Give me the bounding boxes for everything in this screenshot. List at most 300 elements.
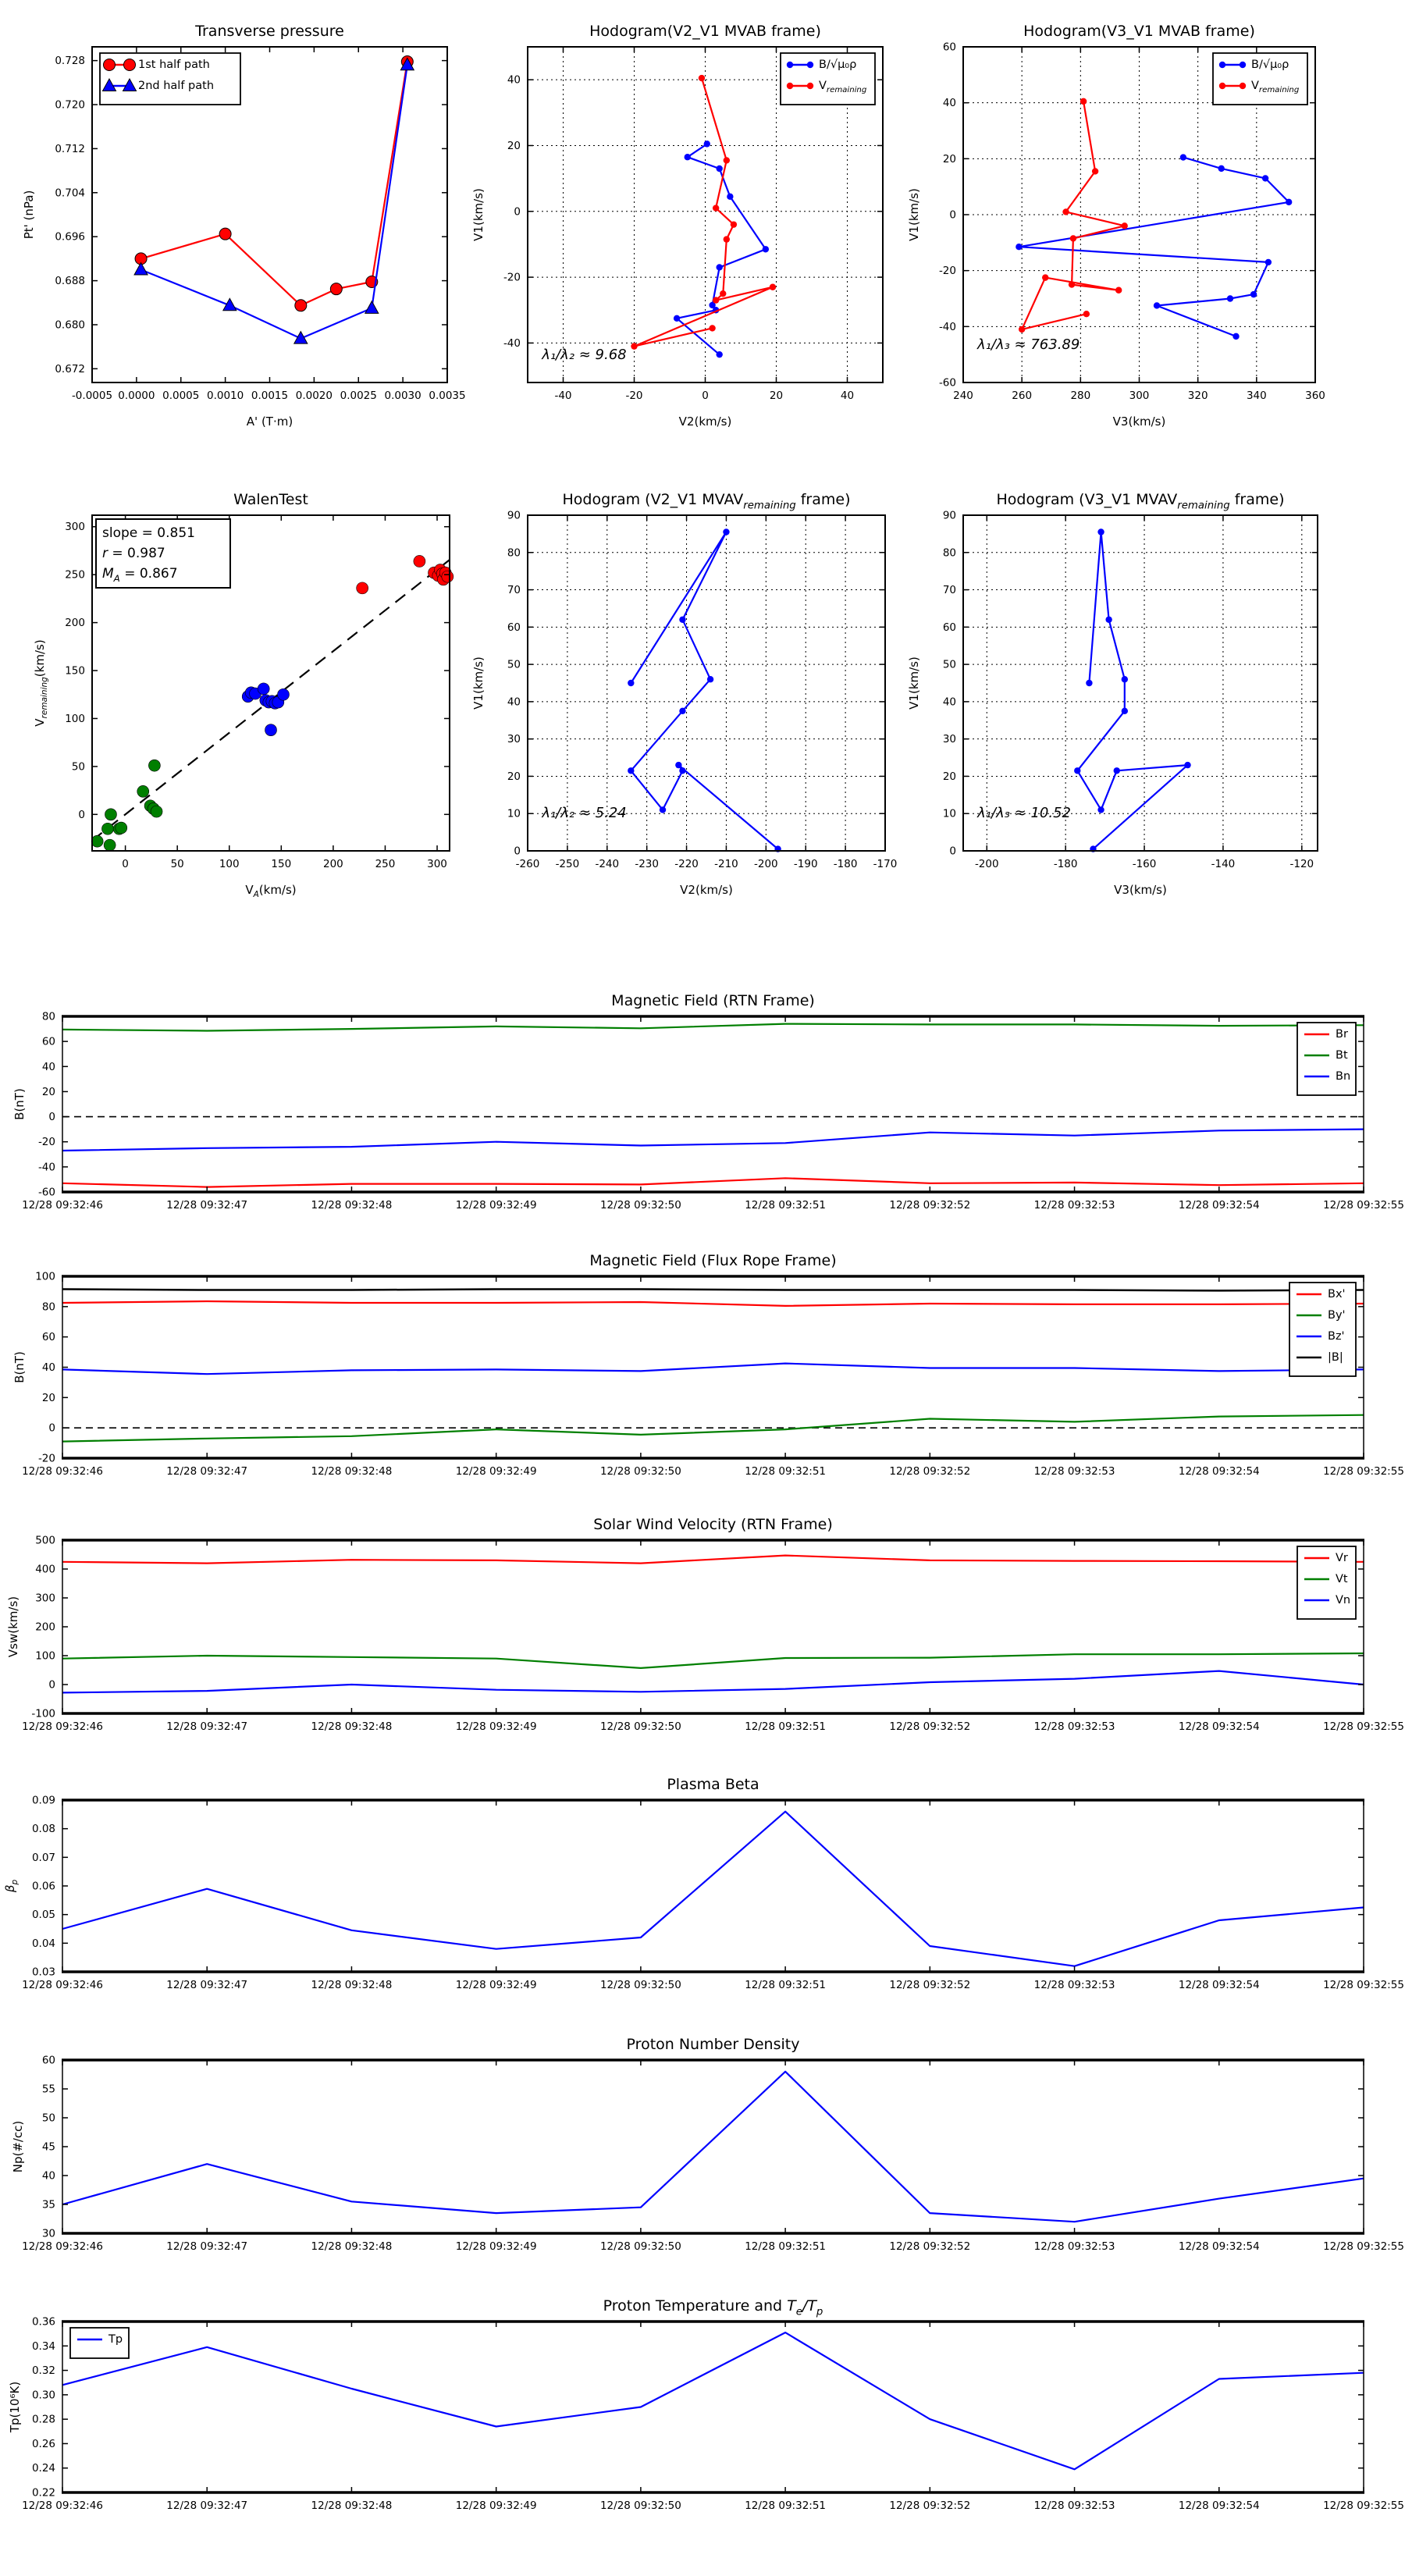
y-axis-label: Np(#/cc)	[11, 2120, 25, 2173]
x-tick-label: 12/28 09:32:48	[311, 2500, 393, 2512]
legend	[70, 2328, 129, 2358]
data-point	[1083, 311, 1090, 317]
x-tick-label: 0	[122, 858, 129, 870]
x-tick-label: 12/28 09:32:49	[455, 2500, 537, 2512]
data-point	[1114, 767, 1120, 774]
data-point	[1122, 222, 1128, 229]
magnetic-field-flux-rope-chart	[12, 1252, 1404, 1478]
y-tick-label: -20	[37, 1136, 55, 1149]
x-tick-label: 12/28 09:32:48	[311, 1199, 393, 1212]
data-point	[713, 297, 719, 303]
data-point	[628, 767, 634, 774]
data-point	[631, 343, 637, 349]
x-tick-label: 12/28 09:32:48	[311, 1720, 393, 1733]
x-axis-label: V2(km/s)	[680, 883, 733, 897]
y-tick-label: 40	[507, 696, 521, 709]
series-bz-	[62, 1364, 1364, 1375]
data-point	[1062, 208, 1069, 215]
y-tick-label: 0	[949, 208, 956, 222]
y-tick-label: 0.06	[31, 1880, 55, 1893]
y-tick-label: 0.04	[31, 1937, 55, 1950]
y-tick-label: 100	[35, 1270, 55, 1283]
data-point	[137, 785, 149, 797]
x-tick-label: -180	[833, 858, 858, 870]
data-point	[414, 555, 425, 567]
y-tick-label: 100	[65, 712, 85, 725]
x-tick-label: 280	[1070, 390, 1091, 402]
legend	[1213, 53, 1307, 105]
y-tick-label: 30	[507, 733, 521, 746]
y-tick-label: 80	[41, 1010, 55, 1023]
x-axis-label: V2(km/s)	[678, 415, 732, 429]
x-axis-label: A' (T·m)	[246, 415, 293, 429]
x-tick-label: 12/28 09:32:54	[1178, 2500, 1260, 2512]
data-point	[807, 83, 813, 89]
x-tick-label: 12/28 09:32:47	[166, 1720, 248, 1733]
x-tick-label: 12/28 09:32:47	[166, 2500, 248, 2512]
x-tick-label: 12/28 09:32:54	[1178, 1720, 1260, 1733]
data-point	[807, 62, 813, 68]
data-point	[1219, 83, 1225, 89]
x-tick-label: -200	[754, 858, 778, 870]
data-point	[770, 284, 776, 290]
y-axis-label: V1(km/s)	[907, 188, 921, 241]
data-point	[1080, 98, 1087, 105]
data-point	[709, 325, 715, 331]
y-tick-label: 30	[41, 2227, 55, 2240]
x-tick-label: 250	[375, 858, 396, 870]
data-point	[357, 582, 368, 594]
y-tick-label: 0.30	[31, 2389, 55, 2402]
annotation: λ₁/λ₃ ≈ 10.52	[977, 805, 1072, 821]
x-tick-label: 12/28 09:32:46	[22, 2240, 103, 2253]
y-tick-label: 20	[41, 1085, 55, 1098]
y-tick-label: 20	[507, 139, 521, 152]
data-point	[1097, 528, 1104, 535]
x-tick-label: 12/28 09:32:55	[1323, 1720, 1404, 1733]
y-tick-label: 0	[48, 1421, 55, 1435]
series-v-path	[631, 532, 777, 849]
x-tick-label: -170	[873, 858, 898, 870]
y-tick-label: 0.688	[55, 275, 85, 288]
y-tick-label: 10	[942, 807, 956, 820]
data-point	[704, 141, 710, 147]
x-tick-label: -40	[554, 390, 572, 402]
y-tick-label: 50	[71, 760, 85, 774]
y-tick-label: 20	[507, 770, 521, 783]
x-tick-label: 12/28 09:32:52	[889, 1465, 971, 1478]
y-tick-label: 0.28	[31, 2413, 55, 2426]
x-tick-label: 320	[1187, 390, 1208, 402]
x-tick-label: 12/28 09:32:46	[22, 1720, 103, 1733]
stats-line: slope = 0.851	[102, 525, 195, 541]
x-tick-label: 12/28 09:32:53	[1033, 1979, 1115, 1991]
x-tick-label: -260	[515, 858, 540, 870]
y-tick-label: 150	[65, 664, 85, 678]
y-tick-label: 80	[507, 546, 521, 560]
series-vr	[62, 1556, 1364, 1564]
y-tick-label: -60	[938, 376, 956, 390]
data-point	[124, 59, 136, 71]
data-point	[116, 822, 127, 834]
x-axis-label: V3(km/s)	[1114, 883, 1167, 897]
x-tick-label: 12/28 09:32:54	[1178, 2240, 1260, 2253]
y-tick-label: 0.26	[31, 2437, 55, 2450]
y-tick-label: 0.672	[55, 362, 85, 375]
y-tick-label: -40	[503, 336, 521, 350]
data-point	[679, 767, 685, 774]
data-point	[277, 688, 289, 700]
y-tick-label: 0	[78, 808, 85, 821]
x-tick-label: -20	[625, 390, 643, 402]
x-tick-label: 0.0025	[340, 390, 377, 402]
y-tick-label: -40	[37, 1161, 55, 1174]
x-tick-label: 12/28 09:32:49	[455, 2240, 537, 2253]
x-tick-label: 12/28 09:32:50	[599, 1979, 681, 1991]
data-point	[717, 351, 723, 358]
y-tick-label: 0	[514, 205, 521, 219]
legend-label: $V_{remaining}$	[819, 80, 867, 95]
chart-title: Transverse pressure	[195, 23, 344, 40]
y-tick-label: 45	[41, 2140, 55, 2154]
y-tick-label: 70	[942, 584, 956, 597]
x-tick-label: 12/28 09:32:54	[1178, 1199, 1260, 1212]
x-tick-label: 40	[840, 390, 855, 402]
y-axis-label: $V_{remaining}(km/s)$	[33, 639, 50, 727]
transverse-pressure-chart	[22, 23, 466, 429]
data-point	[1069, 281, 1075, 287]
data-point	[1105, 617, 1112, 623]
y-tick-label: -60	[37, 1186, 55, 1199]
data-point	[674, 315, 680, 322]
legend-label: Vr	[1336, 1552, 1348, 1564]
y-axis-label: Tp(10⁶K)	[8, 2381, 22, 2433]
data-point	[727, 194, 733, 200]
y-tick-label: 0.22	[31, 2486, 55, 2500]
stats-line: r = 0.987	[102, 546, 165, 561]
x-tick-label: 12/28 09:32:53	[1033, 2240, 1115, 2253]
data-point	[1016, 244, 1022, 250]
data-point	[1227, 295, 1233, 301]
x-tick-label: -250	[555, 858, 580, 870]
y-tick-label: 10	[507, 807, 521, 820]
x-tick-label: 12/28 09:32:52	[889, 2240, 971, 2253]
hodogram-v2v1-mvab-chart	[471, 23, 884, 429]
x-axis-label: V3(km/s)	[1112, 415, 1166, 429]
x-tick-label: 12/28 09:32:50	[599, 2240, 681, 2253]
y-tick-label: 250	[65, 568, 85, 582]
y-tick-label: 0.704	[55, 187, 85, 200]
y-tick-label: 200	[35, 1621, 55, 1634]
chart-title: Magnetic Field (RTN Frame)	[611, 992, 815, 1009]
y-axis-label: V1(km/s)	[471, 188, 486, 241]
data-point	[294, 332, 308, 344]
y-tick-label: 35	[41, 2198, 55, 2211]
data-point	[442, 571, 454, 582]
y-tick-label: 20	[41, 1391, 55, 1404]
y-tick-label: 60	[507, 621, 521, 634]
x-tick-label: -230	[635, 858, 659, 870]
data-point	[1180, 154, 1186, 160]
x-axis-label: $V_A(km/s)$	[245, 883, 297, 900]
x-tick-label: 0.0015	[251, 390, 289, 402]
stats-box	[96, 519, 230, 588]
y-tick-label: 50	[41, 2112, 55, 2125]
data-point	[1184, 762, 1190, 768]
data-point	[679, 708, 685, 714]
y-tick-label: 60	[41, 2054, 55, 2067]
y-tick-label: 200	[65, 617, 85, 630]
data-point	[1074, 767, 1080, 774]
y-axis-label: V1(km/s)	[907, 656, 921, 710]
data-point	[1240, 62, 1246, 68]
x-tick-label: -0.0005	[71, 390, 113, 402]
x-tick-label: 300	[1129, 390, 1150, 402]
x-tick-label: 12/28 09:32:46	[22, 1199, 103, 1212]
y-tick-label: 0.03	[31, 1966, 55, 1979]
y-tick-label: 90	[507, 509, 521, 522]
y-tick-label: 0.36	[31, 2315, 55, 2329]
legend-label: Tp	[108, 2333, 123, 2346]
data-point	[104, 839, 116, 851]
data-point	[295, 300, 307, 311]
data-point	[713, 205, 719, 211]
solar-wind-velocity-chart	[6, 1516, 1404, 1733]
y-tick-label: 400	[35, 1563, 55, 1576]
y-axis-label: B(nT)	[12, 1088, 27, 1120]
x-tick-label: 12/28 09:32:51	[745, 2240, 827, 2253]
x-tick-label: -180	[1053, 858, 1078, 870]
x-tick-label: 12/28 09:32:48	[311, 1979, 393, 1991]
data-point	[724, 236, 730, 242]
series-v-remaining	[1022, 101, 1125, 329]
x-tick-label: 12/28 09:32:55	[1323, 1465, 1404, 1478]
y-axis-label: V1(km/s)	[471, 656, 486, 710]
y-tick-label: 30	[942, 733, 956, 746]
x-tick-label: 0.0020	[295, 390, 333, 402]
data-point	[723, 528, 729, 535]
y-tick-label: -100	[31, 1707, 55, 1720]
x-tick-label: 12/28 09:32:49	[455, 1979, 537, 1991]
x-tick-label: -160	[1132, 858, 1157, 870]
y-tick-label: 60	[41, 1331, 55, 1344]
x-tick-label: 12/28 09:32:49	[455, 1720, 537, 1733]
annotation: λ₁/λ₃ ≈ 763.89	[977, 336, 1080, 353]
y-axis-label: $\beta_p$	[3, 1879, 20, 1893]
data-point	[787, 83, 793, 89]
y-tick-label: 40	[507, 73, 521, 87]
legend-label: B/√μ₀ρ	[819, 59, 857, 71]
proton-number-density-chart	[11, 2036, 1404, 2253]
x-tick-label: 0	[702, 390, 709, 402]
x-tick-label: 340	[1246, 390, 1267, 402]
x-tick-label: 12/28 09:32:48	[311, 2240, 393, 2253]
data-point	[717, 165, 723, 172]
x-tick-label: 12/28 09:32:50	[599, 1199, 681, 1212]
legend-label: $V_{remaining}$	[1251, 80, 1300, 95]
y-tick-label: 20	[942, 152, 956, 165]
data-point	[685, 154, 691, 160]
x-tick-label: 100	[219, 858, 240, 870]
y-tick-label: 0.24	[31, 2462, 55, 2475]
y-tick-label: 0.696	[55, 230, 85, 244]
y-tick-label: 40	[942, 696, 956, 709]
data-point	[1115, 287, 1122, 294]
legend-label: B/√μ₀ρ	[1251, 59, 1289, 71]
data-point	[660, 806, 666, 813]
chart-title: Proton Temperature and $T_e/T_p$	[603, 2297, 823, 2318]
x-tick-label: 0.0000	[118, 390, 155, 402]
x-tick-label: 0.0005	[162, 390, 200, 402]
data-point	[720, 290, 726, 297]
data-point	[265, 724, 277, 736]
y-tick-label: 40	[942, 97, 956, 110]
data-point	[330, 283, 342, 295]
y-tick-label: 0.728	[55, 55, 85, 68]
y-tick-label: 60	[942, 621, 956, 634]
data-point	[148, 760, 160, 771]
x-tick-label: 0.0010	[207, 390, 244, 402]
data-point	[1240, 83, 1246, 89]
data-point	[104, 59, 116, 71]
y-tick-label: 40	[41, 1060, 55, 1073]
x-tick-label: 360	[1305, 390, 1325, 402]
proton-temperature-chart	[8, 2297, 1404, 2512]
y-tick-label: 0.34	[31, 2339, 55, 2353]
legend	[1289, 1283, 1356, 1376]
chart-title: Plasma Beta	[667, 1776, 759, 1793]
y-axis-label: B(nT)	[12, 1351, 27, 1383]
series-bn	[62, 1130, 1364, 1151]
x-tick-label: 50	[170, 858, 184, 870]
x-tick-label: 12/28 09:32:51	[745, 1465, 827, 1478]
x-tick-label: 12/28 09:32:47	[166, 1465, 248, 1478]
x-tick-label: 12/28 09:32:46	[22, 1979, 103, 1991]
x-tick-label: 260	[1012, 390, 1033, 402]
y-tick-label: 0	[48, 1678, 55, 1692]
x-tick-label: 300	[427, 858, 447, 870]
hodogram-v3v1-mvab-chart	[907, 23, 1325, 429]
data-point	[1232, 333, 1239, 340]
x-tick-label: 240	[953, 390, 973, 402]
series-bt	[62, 1024, 1364, 1031]
legend-label: 1st half path	[138, 59, 210, 71]
x-tick-label: 20	[769, 390, 784, 402]
series-vt	[62, 1653, 1364, 1668]
magnetic-field-rtn-chart	[12, 992, 1404, 1212]
series-br	[62, 1178, 1364, 1187]
series-tp	[62, 2332, 1364, 2469]
data-point	[724, 157, 730, 163]
legend-label: Br	[1336, 1028, 1348, 1041]
data-point	[1070, 235, 1076, 241]
data-point	[219, 228, 231, 240]
x-tick-label: 12/28 09:32:53	[1033, 1199, 1115, 1212]
x-tick-label: 150	[271, 858, 292, 870]
y-tick-label: 0.712	[55, 142, 85, 155]
x-tick-label: 12/28 09:32:50	[599, 2500, 681, 2512]
y-tick-label: 20	[942, 770, 956, 783]
y-tick-label: 0.680	[55, 318, 85, 332]
data-point	[731, 221, 737, 227]
series-vn	[62, 1671, 1364, 1693]
data-point	[1154, 302, 1160, 308]
data-point	[1286, 199, 1292, 205]
series-2nd-half-path	[141, 65, 407, 338]
data-point	[1122, 708, 1128, 714]
y-tick-label: 100	[35, 1649, 55, 1663]
series-v-remaining	[635, 78, 774, 347]
x-tick-label: 12/28 09:32:50	[599, 1465, 681, 1478]
data-point	[1218, 165, 1225, 172]
x-tick-label: 12/28 09:32:51	[745, 1199, 827, 1212]
x-tick-label: -210	[714, 858, 738, 870]
y-tick-label: 0.09	[31, 1794, 55, 1807]
y-tick-label: -20	[938, 265, 956, 278]
y-tick-label: 60	[41, 1035, 55, 1048]
series--b-	[62, 1290, 1364, 1291]
legend	[1297, 1023, 1356, 1095]
data-point	[1097, 806, 1104, 813]
y-tick-label: 500	[35, 1534, 55, 1547]
chart-title: WalenTest	[233, 491, 308, 508]
chart-title: Proton Number Density	[626, 2036, 800, 2053]
hodogram-v3v1-mvav-chart	[907, 491, 1318, 897]
data-point	[675, 762, 681, 768]
y-tick-label: 300	[65, 521, 85, 534]
legend-label: Bt	[1336, 1049, 1348, 1062]
x-tick-label: 12/28 09:32:46	[22, 2500, 103, 2512]
x-tick-label: 12/28 09:32:53	[1033, 1465, 1115, 1478]
legend-label: Bz'	[1328, 1330, 1345, 1343]
y-tick-label: 40	[41, 2169, 55, 2183]
x-tick-label: 200	[322, 858, 343, 870]
x-tick-label: 12/28 09:32:52	[889, 1720, 971, 1733]
y-tick-label: 0.05	[31, 1909, 55, 1922]
data-point	[365, 301, 379, 314]
x-tick-label: 12/28 09:32:49	[455, 1199, 537, 1212]
y-tick-label: 0.720	[55, 98, 85, 112]
series-v-path	[1077, 532, 1187, 849]
legend-label: Bn	[1336, 1070, 1351, 1083]
y-tick-label: 50	[507, 658, 521, 671]
y-tick-label: 300	[35, 1592, 55, 1605]
x-tick-label: 12/28 09:32:55	[1323, 2240, 1404, 2253]
legend	[781, 53, 875, 105]
data-point	[1265, 259, 1272, 265]
legend	[1297, 1546, 1356, 1619]
y-tick-label: 0	[48, 1111, 55, 1124]
y-tick-label: 80	[41, 1300, 55, 1314]
data-point	[134, 262, 148, 275]
legend-label: Bx'	[1328, 1288, 1346, 1300]
series-b-sqrt-mu0-rho-	[1019, 158, 1289, 336]
data-point	[105, 809, 116, 820]
chart-title: Magnetic Field (Flux Rope Frame)	[589, 1252, 837, 1269]
x-tick-label: 12/28 09:32:54	[1178, 1465, 1260, 1478]
x-tick-label: -200	[974, 858, 999, 870]
chart-title: Hodogram(V2_V1 MVAB frame)	[589, 23, 821, 40]
data-point	[1122, 676, 1128, 682]
x-tick-label: 12/28 09:32:55	[1323, 1979, 1404, 1991]
x-tick-label: 12/28 09:32:52	[889, 1199, 971, 1212]
x-tick-label: -220	[674, 858, 699, 870]
y-tick-label: 40	[41, 1361, 55, 1374]
x-tick-label: 12/28 09:32:50	[599, 1720, 681, 1733]
walen-test-chart	[33, 491, 454, 899]
x-tick-label: 12/28 09:32:47	[166, 2240, 248, 2253]
x-tick-label: 12/28 09:32:46	[22, 1465, 103, 1478]
